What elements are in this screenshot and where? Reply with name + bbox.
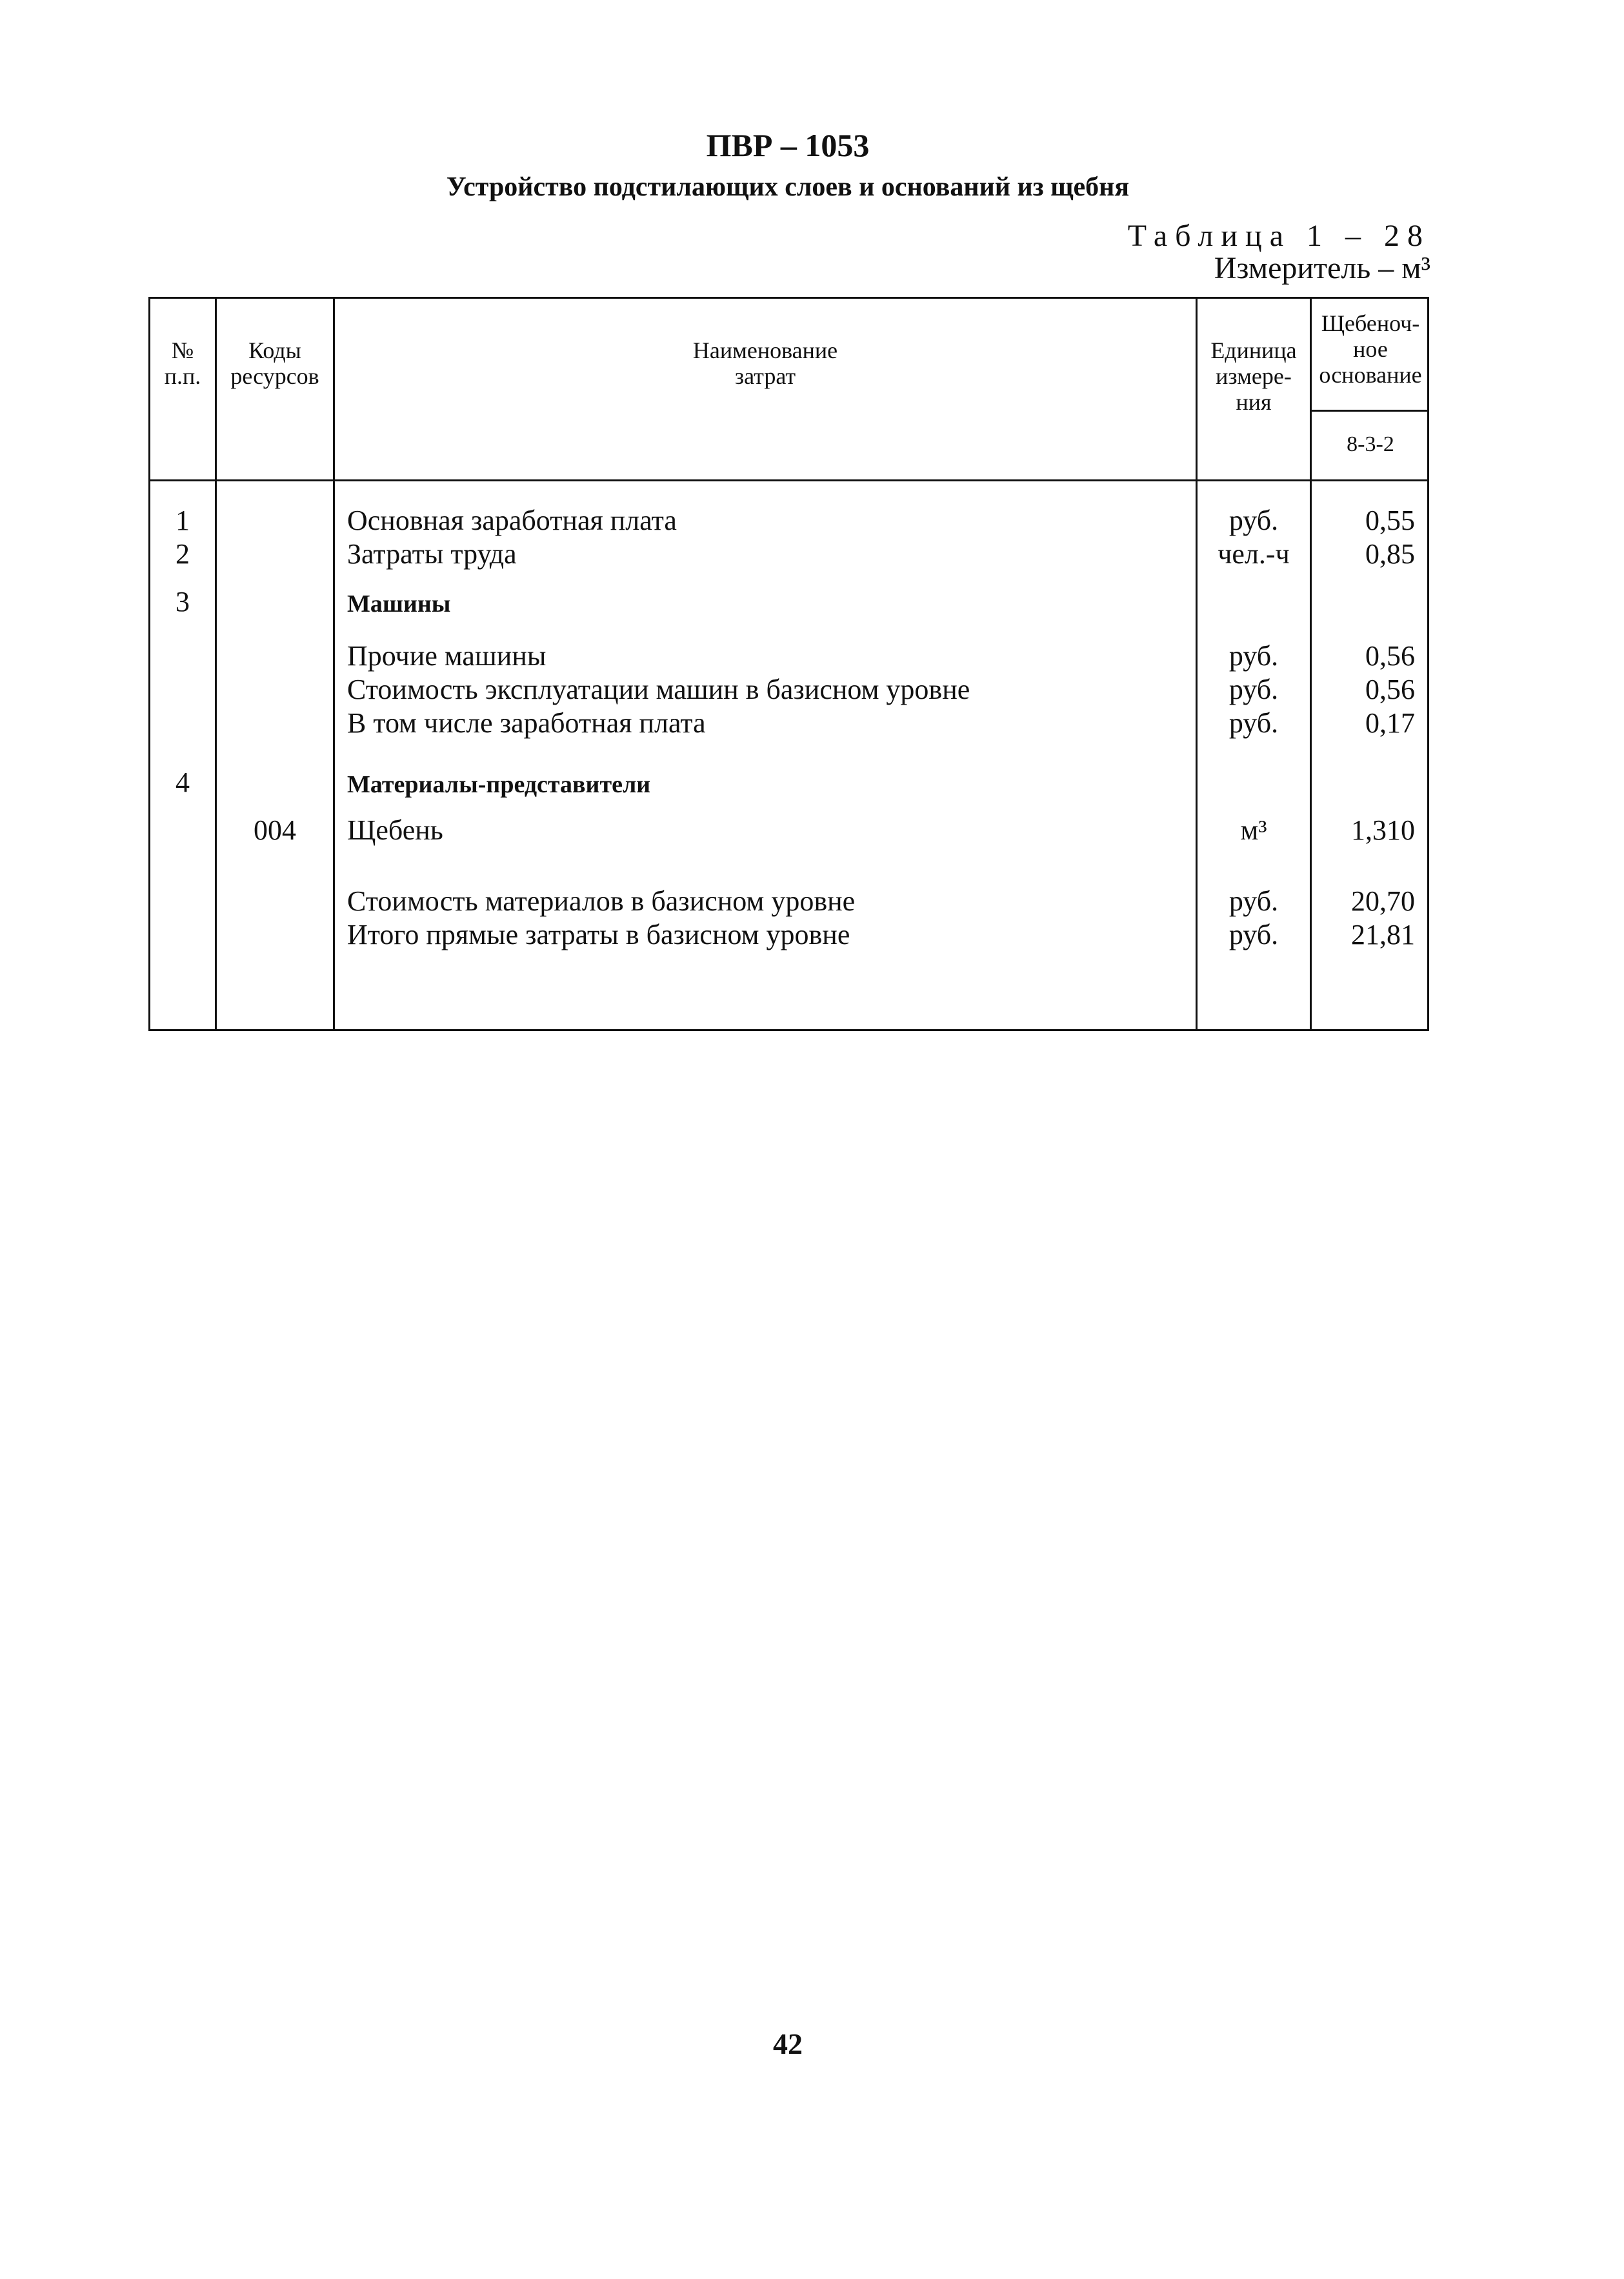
column-divider [333, 299, 335, 1029]
row-name: Щебень [347, 814, 443, 846]
header-value: Щебеноч- ное основание [1319, 310, 1422, 388]
section-heading: Машины [347, 590, 451, 617]
cost-table [148, 297, 1429, 1031]
row-number: 2 [175, 538, 190, 570]
row-value: 21,81 [1351, 919, 1415, 950]
row-number: 3 [175, 586, 190, 617]
header-codes: Коды ресурсов [230, 337, 319, 389]
document-title: ПВР – 1053 [706, 127, 870, 163]
page-number: 42 [773, 2027, 803, 2060]
document-subtitle: Устройство подстилающих слоев и оснований из щебня [446, 172, 1130, 202]
row-unit: руб. [1228, 919, 1279, 950]
row-number: 1 [175, 505, 190, 536]
row-name: Основная заработная плата [347, 505, 677, 536]
row-value: 0,56 [1365, 674, 1415, 705]
header-unit: Единица измере- ния [1210, 337, 1297, 415]
row-name: Итого прямые затраты в базисном уровне [347, 919, 850, 950]
row-value: 0,55 [1365, 505, 1415, 536]
row-name: Стоимость эксплуатации машин в базисном уровне [347, 674, 970, 705]
row-unit: руб. [1228, 505, 1279, 536]
row-value: 20,70 [1351, 885, 1415, 917]
header-bottom-rule [150, 479, 1429, 481]
row-unit: руб. [1228, 674, 1279, 705]
header-name: Наименование затрат [692, 337, 838, 389]
resource-code: 004 [254, 814, 296, 846]
row-name: В том числе заработная плата [347, 707, 706, 739]
row-value: 0,56 [1365, 640, 1415, 672]
section-heading: Материалы-представители [347, 771, 651, 798]
row-value: 1,310 [1351, 814, 1415, 846]
row-name: Затраты труда [347, 538, 517, 570]
row-unit: руб. [1228, 885, 1279, 917]
row-value: 0,85 [1365, 538, 1415, 570]
row-unit: чел.-ч [1218, 538, 1290, 570]
header-value-code: 8-3-2 [1347, 432, 1394, 456]
row-unit: руб. [1228, 640, 1279, 672]
row-value: 0,17 [1365, 707, 1415, 739]
column-divider [215, 299, 217, 1029]
row-name: Стоимость материалов в базисном уровне [347, 885, 856, 917]
row-unit: руб. [1228, 707, 1279, 739]
header-subdivider [1310, 410, 1429, 412]
row-unit: м³ [1240, 814, 1267, 846]
row-name: Прочие машины [347, 640, 546, 672]
header-num: № п.п. [164, 337, 201, 389]
table-caption: Таблица 1 – 28 [1127, 219, 1430, 253]
row-number: 4 [175, 767, 190, 798]
table-meter: Измеритель – м³ [1214, 251, 1430, 285]
